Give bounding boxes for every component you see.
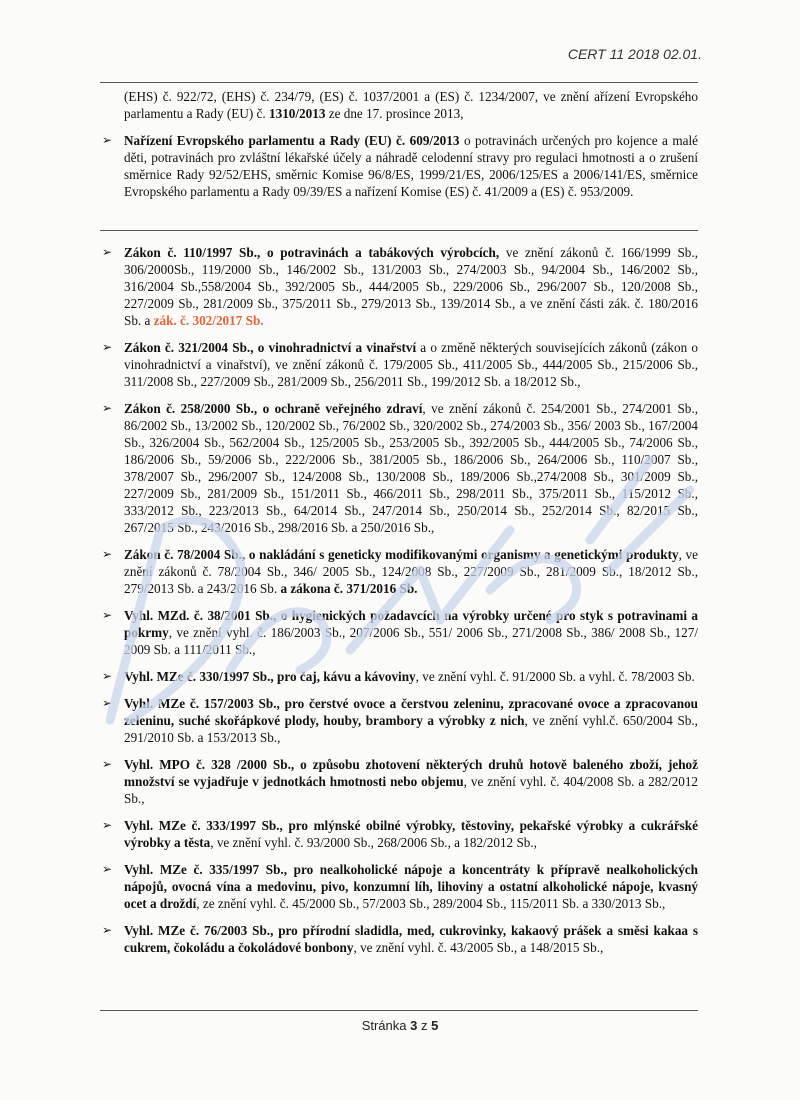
item-title: Zákon č. 258/2000 Sb., o ochraně veřejného zdraví (124, 401, 423, 416)
arrow-bullet-icon: ➢ (102, 923, 113, 937)
legislation-item (100, 546, 698, 597)
item-text: , ve znění zákonů č. 254/2001 Sb., 274/2001 Sb., 86/2002 Sb., 13/2002 Sb., 120/2002 Sb., 76/2002 Sb., 320/2002 Sb., 274/2003 Sb., 356/ 2003 Sb., 167/2004 Sb., 326/2004 Sb., 562/2004 Sb., 125/2005 Sb., 253/2005 Sb., 392/2005 Sb., 444/2005 Sb., 74/2006 Sb., 186/2006 Sb., 59/2006 Sb., 222/2006 Sb., 381/2005 Sb., 186/2006 Sb., 264/2006 Sb., 110/2007 Sb., 378/2007 Sb., 296/2007 Sb., 124/2008 Sb., 130/2008 Sb., 189/2006 Sb.,274/2008 Sb., 301/2009 Sb., 227/2009 Sb., 281/2009 Sb., 151/2011 Sb., 466/2011 Sb., 298/2011 Sb., 375/2011 Sb., 115/2012 Sb., 333/2012 Sb., 223/2013 Sb., 64/2014 Sb., 247/2014 Sb., 250/2014 Sb., 252/2014 Sb., 82/2015 Sb., 267/2015 Sb., 243/2016 Sb., 298/2016 Sb. a 250/2016 Sb., (124, 401, 698, 535)
item-text: , ve znění vyhl. č. 91/2000 Sb. a vyhl. č. 78/2003 Sb. (415, 669, 695, 684)
legislation-item (100, 756, 698, 807)
arrow-bullet-icon: ➢ (102, 696, 113, 710)
arrow-bullet-icon: ➢ (102, 133, 113, 147)
item-title: Vyhl. MZd. č. 38/2001 Sb., o hygienických požadavcích na výrobky určené pro styk s potravinami a pokrmy (124, 608, 698, 640)
legislation-item (100, 817, 698, 851)
arrow-bullet-icon: ➢ (102, 757, 113, 771)
item-title: Zákon č. 110/1997 Sb., o potravinách a tabákových výrobcích, (124, 245, 500, 260)
footer-label: Stránka (361, 1018, 411, 1033)
item-text: a o změně některých souvisejících zákonů (zákon o vinohradnictví a vinařství), ve znění zákonů č. 179/2005 Sb., 411/2005 Sb., 444/2005 Sb., 215/2006 Sb., 311/2008 Sb., 227/2009 Sb., 281/2009 Sb., 256/2011 Sb., 199/2012 Sb. a 18/2012 Sb., (124, 340, 698, 389)
highlighted-amendment: zák. č. 302/2017 Sb. (153, 313, 264, 328)
item-text: , ve znění vyhl. č. 43/2005 Sb., a 148/2015 Sb., (353, 940, 604, 955)
legislation-item (100, 244, 698, 329)
legislation-item (100, 400, 698, 536)
intro-text: (EHS) č. 922/72, (EHS) č. 234/79, (ES) č. 1037/2001 a (ES) č. 1234/2007, ve znění ařízení Evropského parlamentu a Rady (EU) č. (124, 89, 698, 121)
arrow-bullet-icon: ➢ (102, 340, 113, 354)
item-title: Vyhl. MZe č. 335/1997 Sb., pro nealkoholické nápoje a koncentráty k přípravě nealkoholických nápojů, ovocná vína a medovinu, pivo, konzumní líh, lihoviny a ostatní alkoholické nápoje, kvasný ocet a droždí (124, 862, 698, 911)
item-text: o potravinách určených pro kojence a malé děti, potravinách pro zvláštní lékařské účely a náhradě celodenní stravy pro regulaci hmotnosti a o zrušení směrnice Rady 92/52/EHS, směrnic Komise 96/8/ES, 1999/21/ES, 2006/125/ES a 2006/141/ES, směrnice Evropského parlamentu a Rady 09/39/ES a nařízení Komise (ES) č. 41/2009 a (ES) č. 953/2009. (124, 133, 698, 199)
arrow-bullet-icon: ➢ (102, 608, 113, 622)
item-title: Vyhl. MZe č. 157/2003 Sb., pro čerstvé ovoce a čerstvou zeleninu, zpracované ovoce a zpracovanou zeleninu, suché skořápkové plody, houby, brambory a výrobky z nich (124, 696, 698, 728)
item-text: ve znění zákonů č. 166/1999 Sb., 306/2000Sb., 119/2000 Sb., 146/2002 Sb., 131/2003 Sb., 274/2003 Sb., 94/2004 Sb., 146/2002 Sb., 316/2004 Sb.,558/2004 Sb., 392/2005 Sb., 444/2005 Sb., 229/2006 Sb., 296/2007 Sb., 120/2008 Sb., 227/2009 Sb., 281/2009 Sb., 375/2011 Sb., 279/2013 Sb., 139/2014 Sb., a ve znění části zák. č. 180/2016 Sb. a (124, 245, 698, 328)
item-title: Zákon č. 321/2004 Sb., o vinohradnictví a vinařství (124, 340, 417, 355)
legislation-item (100, 922, 698, 956)
page-number: 3 (410, 1018, 418, 1033)
intro-section (100, 88, 698, 200)
document-code: CERT 11 2018 02.01. (567, 46, 702, 62)
item-title: Nařízení Evropského parlamentu a Rady (EU) č. 609/2013 (124, 133, 460, 148)
item-title: Zákon č. 78/2004 Sb., o nakládání s geneticky modifikovanými organismy a genetickými produkty (124, 547, 679, 562)
item-title: Vyhl. MZe č. 333/1997 Sb., pro mlýnské obilné výrobky, těstoviny, pekařské výrobky a cukrářské výrobky a těsta (124, 818, 698, 850)
eu-regulation-item (100, 132, 698, 200)
arrow-bullet-icon: ➢ (102, 669, 113, 683)
legislation-item (100, 607, 698, 658)
footer-rule (100, 1010, 698, 1011)
legislation-list (100, 244, 698, 966)
item-text: , ve znění vyhl. č. 404/2008 Sb. a 282/2012 Sb., (124, 774, 699, 806)
item-title: Vyhl. MZe č. 330/1997 Sb., pro čaj, kávu a kávoviny (124, 669, 416, 684)
item-text: , ve znění vyhl.č. 650/2004 Sb., 291/2010 Sb. a 153/2013 Sb., (124, 713, 698, 745)
legislation-item (100, 861, 698, 912)
header-rule (100, 82, 698, 83)
item-text: , ze znění vyhl. č. 45/2000 Sb., 57/2003 Sb., 289/2004 Sb., 115/2011 Sb. a 330/2013 Sb., (196, 896, 666, 911)
arrow-bullet-icon: ➢ (102, 818, 113, 832)
item-text: , ve znění vyhl. č. 186/2003 Sb., 207/2006 Sb., 551/ 2006 Sb., 271/2008 Sb., 386/ 2008 Sb., 127/ 2009 Sb. a 111/2011 Sb., (124, 625, 698, 657)
item-title: Vyhl. MPO č. 328 /2000 Sb., o způsobu zhotovení některých druhů hotově baleného zboží, jehož množství se vyjadřuje v jednotkách hmotnosti nebo objemu (124, 757, 698, 789)
item-text: , ve znění zákonů č. 78/2004 Sb., 346/ 2005 Sb., 124/2008 Sb., 227/2009 Sb., 281/2009 Sb., 18/2012 Sb., 279/2013 Sb. a 243/2016 Sb. (124, 547, 698, 596)
item-tail: a zákona č. 371/2016 Sb. (280, 581, 418, 596)
intro-paragraph (124, 88, 698, 122)
item-text: , ve znění vyhl. č. 93/2000 Sb., 268/2006 Sb., a 182/2012 Sb., (210, 835, 537, 850)
legislation-item (100, 339, 698, 390)
page-footer (0, 1018, 800, 1033)
arrow-bullet-icon: ➢ (102, 547, 113, 561)
item-title: Vyhl. MZe č. 76/2003 Sb., pro přírodní sladidla, med, cukrovinky, kakaový prášek a směsi kakaa s cukrem, čokoládu a čokoládové bonbony (124, 923, 698, 955)
arrow-bullet-icon: ➢ (102, 862, 113, 876)
section-divider (100, 230, 698, 231)
arrow-bullet-icon: ➢ (102, 401, 113, 415)
arrow-bullet-icon: ➢ (102, 245, 113, 259)
intro-bold: 1310/2013 (269, 106, 326, 121)
page-total: 5 (431, 1018, 439, 1033)
legislation-item (100, 695, 698, 746)
footer-separator: z (417, 1018, 432, 1033)
legislation-item (100, 668, 698, 685)
intro-text-end: ze dne 17. prosince 2013, (325, 106, 464, 121)
